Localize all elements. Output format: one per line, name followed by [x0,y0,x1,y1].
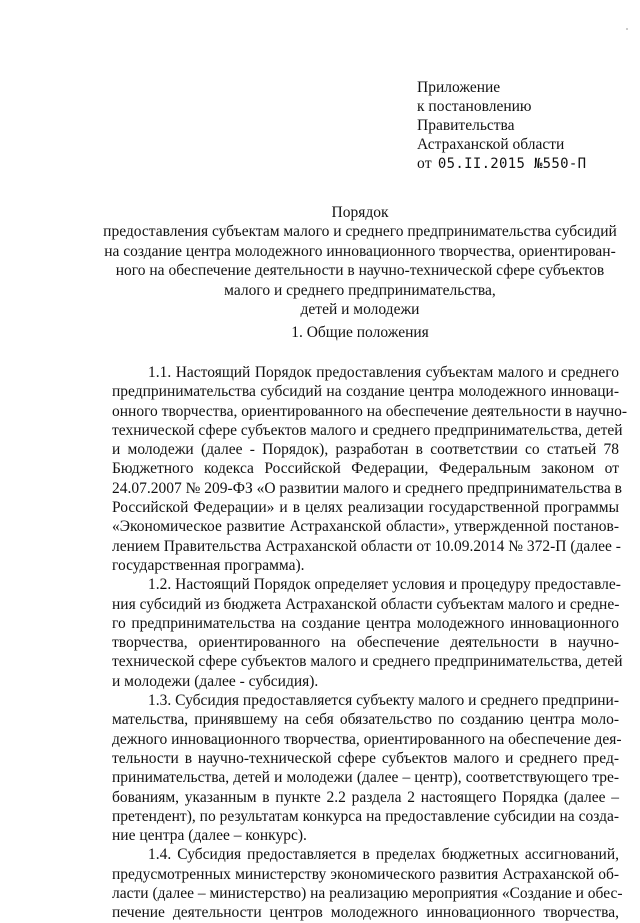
paragraph-line: государственная программа). [112,556,305,574]
paragraph-line: ние центра (далее – конкурс). [112,827,307,845]
subtitle-line: малого и среднего предпринимательства, [224,281,496,299]
paragraph-line: лением Правительства Астраханской области от 10.09.2014 № 372-П (далее - [112,537,621,555]
paragraph-line: Российской Федерации» и в целях реализации государственной программы [112,499,619,517]
paragraph [112,845,623,922]
paragraph-line: «Экономическое развитие Астраханской области», утвержденной постанов- [112,518,619,536]
paragraph-line: технической сфере субъектов малого и среднего предпринимательства, детей [112,653,623,671]
paragraph-line: ния субсидий из бюджета Астраханской области субъектам малого и средне- [112,595,620,613]
paragraph-line: и молодежи (далее - Порядок), разработан в соответствии со статьей 78 [112,441,619,459]
paragraph-line: бованиям, указанным в пункте 2.2 раздела 2 настоящего Порядка (далее – [112,788,619,806]
date-label: от [417,155,432,172]
paragraph-line: принимательства, детей и молодежи (далее – центр), соответствующего тре- [112,769,619,787]
subtitle-line: на создание центра молодежного инновационного творчества, ориентирован- [104,242,616,260]
paragraph-line: предпринимательства субсидий на создание центра молодежного инноваци- [112,383,619,401]
paragraph-line: и молодежи (далее - субсидия). [112,672,319,690]
date-stamp: 05.II.2015 №550-П [437,156,587,172]
paragraph-line: предусмотренных министерству экономического развития Астраханской об- [112,865,619,883]
paragraph [112,363,628,575]
section-heading: 1. Общие положения [291,324,429,341]
appendix-line: к постановлению [417,98,532,115]
paragraph-line: 1.3. Субсидия предоставляется субъекту малого и среднего предприни- [148,692,619,710]
paragraph-line: претендент), по результатам конкурса на предоставление субсидии на созда- [112,807,619,825]
appendix-line: Правительства [417,117,515,134]
subtitle-line: предоставления субъектам малого и среднего предпринимательства субсидий [103,223,617,240]
document-subtitle [90,222,630,320]
appendix-line: Приложение [417,79,501,96]
paragraph-line: дежного инновационного творчества, ориентированного на обеспечение дея- [112,730,622,748]
paragraph-line: го предпринимательства на создание центра молодежного инновационного [112,614,619,632]
paragraph-line: 1.2. Настоящий Порядок определяет условия и процедуру предоставле- [148,576,621,594]
paragraph-line: тельности в научно-технической сфере субъектов малого и среднего пред- [112,749,619,767]
appendix-block [417,78,586,174]
appendix-date-line [417,154,586,174]
body-text [112,363,628,923]
paragraph-line: мательства, принявшему на себя обязательство по созданию центра моло- [112,711,619,729]
subtitle-line: ного на обеспечение деятельности в научно-технической сфере субъектов [115,262,605,279]
paragraph-line: онного творчества, ориентированного на обеспечение деятельности в научно- [112,402,628,420]
paragraph-line: печение деятельности центров молодежного инновационного творчества, [112,904,619,922]
paragraph-line: технической сфере субъектов малого и среднего предпринимательства, детей [112,421,623,439]
paragraph-line: творчества, ориентированного на обеспечение деятельности в научно- [112,634,619,652]
scan-speck [626,28,628,30]
paragraph-line: 24.07.2007 № 209-ФЗ «О развитии малого и среднего предпринимательства в [112,479,622,497]
paragraph-line: 1.1. Настоящий Порядок предоставления субъектам малого и среднего [148,364,619,381]
appendix-line: Астраханской области [417,136,565,153]
paragraph [112,575,623,691]
subtitle-line: детей и молодежи [300,301,420,318]
paragraph-line: 1.4. Субсидия предоставляется в пределах бюджетных ассигнований, [148,846,619,864]
paragraph-line: ласти (далее – министерство) на реализацию мероприятия «Создание и обес- [112,885,623,903]
document-title: Порядок [331,204,389,221]
paragraph [112,691,622,845]
paragraph-line: Бюджетного кодекса Российской Федерации, Федеральным законом от [112,460,619,478]
